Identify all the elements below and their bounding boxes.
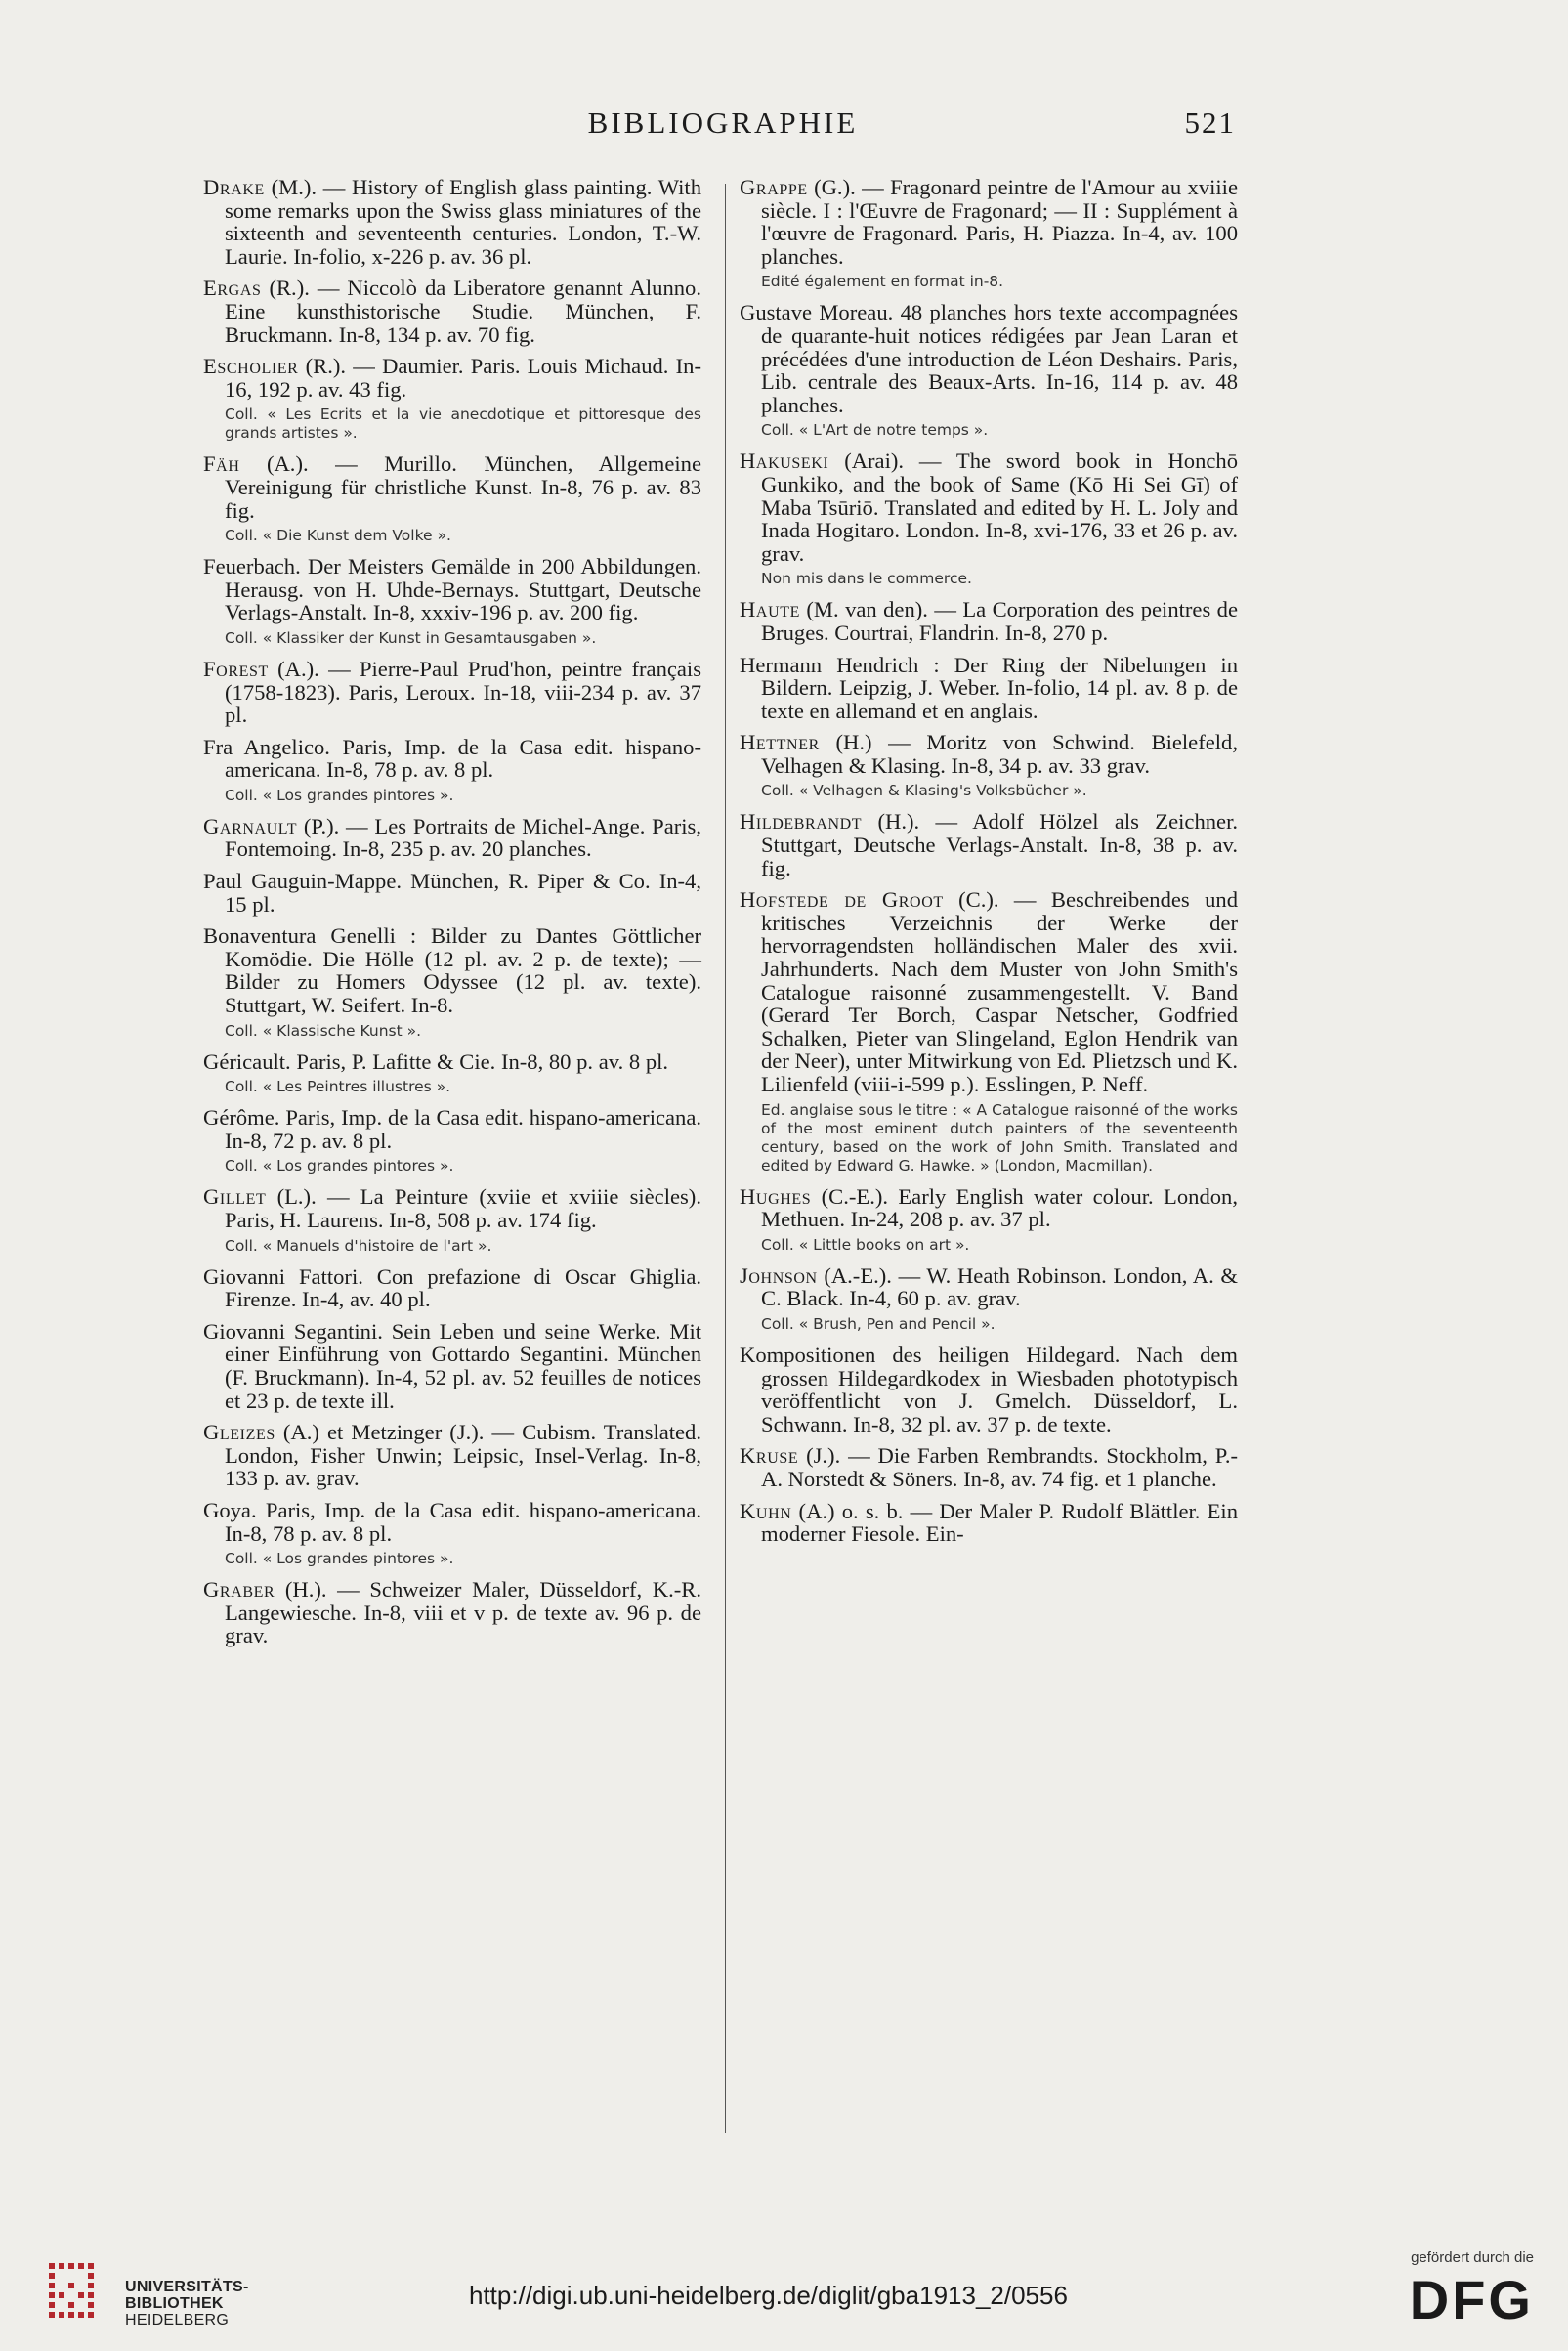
page-title: BIBLIOGRAPHIE xyxy=(587,106,859,140)
entry-note: Edité également en format in-8. xyxy=(761,273,1004,291)
institution-line-3: HEIDELBERG xyxy=(125,2312,230,2329)
bibliography-entry xyxy=(203,815,701,861)
bibliography-entry xyxy=(740,449,1238,565)
entry-note: Coll. « Little books on art ». xyxy=(761,1235,970,1254)
right-column xyxy=(740,176,1238,1555)
entry-author: Drake xyxy=(203,175,265,199)
entry-author: Kuhn xyxy=(740,1498,792,1523)
bibliography-entry xyxy=(203,176,701,268)
bibliography-entry xyxy=(740,1264,1238,1310)
university-library-logo xyxy=(39,2257,249,2335)
entry-author: Grappe xyxy=(740,175,808,199)
entry-note: Coll. « Die Kunst dem Volke ». xyxy=(225,527,451,545)
entry-text: Kompositionen des heiligen Hildegard. Nach dem grossen Hildegardkodex in Wiesbaden phototypisch veröffentlicht von J. Gmelch. Düsseldorf, L. Schwann. In-8, 32 pl. av. 37 p. de texte. xyxy=(740,1342,1238,1436)
digital-copy-link[interactable]: http://digi.ub.uni-heidelberg.de/diglit/gba1913_2/0556 xyxy=(469,2281,1068,2310)
entry-text: (H.) — Moritz von Schwind. Bielefeld, Velhagen & Klasing. In-8, 34 p. av. 33 grav. xyxy=(761,730,1238,778)
entry-text: Fra Angelico. Paris, Imp. de la Casa edit. hispano-americana. In-8, 78 p. av. 8 pl. xyxy=(203,734,701,783)
entry-author: Escholier xyxy=(203,354,299,379)
entry-text: (A.-E.). — W. Heath Robinson. London, A. & C. Black. In-4, 60 p. av. grav. xyxy=(761,1262,1238,1311)
institution-line-2: BIBLIOTHEK xyxy=(125,2295,224,2312)
bibliography-entry xyxy=(203,1578,701,1647)
bibliography-entry xyxy=(203,1265,701,1311)
bibliography-entry xyxy=(203,277,701,346)
entry-text: (A.) et Metzinger (J.). — Cubism. Translated. London, Fisher Unwin; Leipsic, Insel-Verlag. In-8, 133 p. av. grav. xyxy=(225,1420,701,1491)
entry-text: Paul Gauguin-Mappe. München, R. Piper & Co. In-4, 15 pl. xyxy=(203,869,701,917)
bibliography-entry xyxy=(740,176,1238,268)
left-column xyxy=(203,176,701,1656)
bibliography-entry xyxy=(203,1106,701,1152)
bibliography-entry xyxy=(740,731,1238,777)
entry-note: Coll. « Los grandes pintores ». xyxy=(225,786,454,804)
bibliography-entry xyxy=(740,654,1238,723)
bibliography-entry xyxy=(203,1499,701,1545)
bibliography-entry xyxy=(203,658,701,727)
entry-author: Hettner xyxy=(740,730,820,755)
entry-text: Géricault. Paris, P. Lafitte & Cie. In-8, 80 p. av. 8 pl. xyxy=(203,1048,669,1074)
institution-line-1: UNIVERSITÄTS- xyxy=(125,2279,249,2295)
page-number: 521 xyxy=(1184,106,1236,140)
bibliography-entry xyxy=(740,1344,1238,1435)
entry-author: Hofstede de Groot xyxy=(740,887,944,913)
bibliography-entry xyxy=(203,1421,701,1490)
entry-author: Ergas xyxy=(203,276,262,301)
library-emblem-icon xyxy=(39,2257,117,2335)
entry-author: Hakuseki xyxy=(740,449,829,474)
entry-author: Hughes xyxy=(740,1183,812,1209)
entry-author: Garnault xyxy=(203,813,298,838)
entry-text: (M. van den). — La Corporation des peintres de Bruges. Courtrai, Flandrin. In-8, 270 p. xyxy=(761,597,1238,645)
entry-author: Gillet xyxy=(203,1184,267,1210)
entry-text: (R.). — Niccolò da Liberatore genannt Alunno. Eine kunsthistorische Studie. München, F. Bruckmann. In-8, 134 p. av. 70 fig. xyxy=(225,276,701,347)
entry-note: Coll. « Klassiker der Kunst in Gesamtausgaben ». xyxy=(225,628,597,647)
entry-text: (M.). — History of English glass painting. With some remarks upon the Swiss glass miniatures of the sixteenth and seventeenth centuries. London, T.-W. Laurie. In-folio, x-226 p. av. 36 pl. xyxy=(225,175,701,269)
bibliography-entry xyxy=(203,736,701,782)
entry-text: (L.). — La Peinture (xviie et xviiie siècles). Paris, H. Laurens. In-8, 508 p. av. 174 fig. xyxy=(225,1184,701,1232)
entry-author: Forest xyxy=(203,656,269,681)
entry-note: Coll. « Klassische Kunst ». xyxy=(225,1021,422,1040)
entry-text: (C.-E.). Early English water colour. London, Methuen. In-24, 208 p. av. 37 pl. xyxy=(761,1183,1238,1232)
bibliography-entry xyxy=(203,1320,701,1412)
entry-text: (A.). — Murillo. München, Allgemeine Vereinigung für christliche Kunst. In-8, 76 p. av. 83 fig. xyxy=(225,451,701,523)
entry-author: Johnson xyxy=(740,1262,818,1288)
entry-text: (H.). — Adolf Hölzel als Zeichner. Stuttgart, Deutsche Verlags-Anstalt. In-8, 38 p. av. fig. xyxy=(761,809,1238,880)
entry-text: Feuerbach. Der Meisters Gemälde in 200 Abbildungen. Herausg. von H. Uhde-Bernays. Stuttgart, Deutsche Verlags-Anstalt. In-8, xxxiv-196 p. av. 200 fig. xyxy=(203,554,701,625)
entry-note: Ed. anglaise sous le titre : « A Catalogue raisonné of the works of the most eminent dutch painters of the seventeenth century, based on the work of John Smith. Translated and edited by Edward G. Hawke. » (London, Macmillan). xyxy=(761,1100,1238,1175)
bibliography-entry xyxy=(740,1444,1238,1490)
entry-text: Gérôme. Paris, Imp. de la Casa edit. hispano-americana. In-8, 72 p. av. 8 pl. xyxy=(203,1105,701,1153)
page-footer xyxy=(0,2238,1568,2351)
page-header xyxy=(210,106,1236,145)
entry-note: Coll. « Les Peintres illustres ». xyxy=(225,1078,451,1096)
institution-name xyxy=(125,2279,249,2329)
entry-note: Coll. « L'Art de notre temps ». xyxy=(761,421,989,440)
dfg-logo: DFG xyxy=(1409,2269,1534,2330)
entry-author: Hildebrandt xyxy=(740,809,863,834)
column-divider xyxy=(725,184,726,2133)
entry-text: (A.) o. s. b. — Der Maler P. Rudolf Blättler. Ein moderner Fiesole. Ein- xyxy=(761,1498,1238,1547)
entry-text: Bonaventura Genelli : Bilder zu Dantes Göttlicher Komödie. Die Hölle (12 pl. av. 2 p. de texte); — Bilder zu Homers Odyssee (12 pl. av. texte). Stuttgart, W. Seifert. In-8. xyxy=(203,923,701,1018)
bibliography-entry xyxy=(203,555,701,624)
bibliography-entry xyxy=(740,598,1238,644)
entry-text: Goya. Paris, Imp. de la Casa edit. hispano-americana. In-8, 78 p. av. 8 pl. xyxy=(203,1497,701,1546)
entry-author: Kruse xyxy=(740,1443,799,1469)
bibliography-entry xyxy=(203,924,701,1016)
entry-text: Giovanni Fattori. Con prefazione di Oscar Ghiglia. Firenze. In-4, av. 40 pl. xyxy=(203,1263,701,1312)
entry-note: Coll. « Los grandes pintores ». xyxy=(225,1550,454,1568)
entry-text: (A.). — Pierre-Paul Prud'hon, peintre français (1758-1823). Paris, Leroux. In-18, viii-234 p. av. 37 pl. xyxy=(225,656,701,728)
entry-note: Non mis dans le commerce. xyxy=(761,570,972,588)
funder-label: gefördert durch die xyxy=(1411,2249,1534,2266)
entry-text: Hermann Hendrich : Der Ring der Nibelungen in Bildern. Leipzig, J. Weber. In-folio, 14 pl. av. 8 p. de texte en allemand et en anglais. xyxy=(740,652,1238,723)
bibliography-entry xyxy=(203,870,701,916)
entry-text: (C.). — Beschreibendes und kritisches Verzeichnis der Werke der hervorragendsten holländischen Maler des xvii. Jahrhunderts. Nach dem Muster von John Smith's Catalogue raisonné zusammengestellt. V. Band (Gerard Ter Borch, Caspar Netscher, Godfried Schalken, Pieter van Slingeland, Eglon Hendrik van der Neer), unter Mitwirkung von Ed. Plietzsch und K. Lilienfeld (viii-i-599 p.). Esslingen, P. Neff. xyxy=(761,887,1238,1096)
bibliography-entry xyxy=(203,1185,701,1231)
entry-text: (J.). — Die Farben Rembrandts. Stockholm, P.-A. Norstedt & Söners. In-8, av. 74 fig. et 1 planche. xyxy=(761,1443,1238,1491)
bibliography-entry xyxy=(740,1500,1238,1546)
bibliography-entry xyxy=(740,301,1238,416)
entry-text: (P.). — Les Portraits de Michel-Ange. Paris, Fontemoing. In-8, 235 p. av. 20 planches. xyxy=(225,813,701,862)
entry-author: Fäh xyxy=(203,451,240,477)
entry-text: (G.). — Fragonard peintre de l'Amour au xviiie siècle. I : l'Œuvre de Fragonard; — II : Supplément à l'œuvre de Fragonard. Paris, H. Piazza. In-4, av. 100 planches. xyxy=(761,175,1238,269)
bibliography-entry xyxy=(203,1050,701,1074)
entry-text: (H.). — Schweizer Maler, Düsseldorf, K.-R. Langewiesche. In-8, viii et v p. de texte av. 96 p. de grav. xyxy=(225,1577,701,1648)
funder-block xyxy=(1368,2249,1534,2347)
bibliography-entry xyxy=(203,355,701,401)
entry-note: Coll. « Les Ecrits et la vie anecdotique et pittoresque des grands artistes ». xyxy=(225,406,701,443)
bibliography-entry xyxy=(740,810,1238,879)
entry-note: Coll. « Brush, Pen and Pencil ». xyxy=(761,1314,996,1333)
entry-author: Gleizes xyxy=(203,1420,275,1445)
entry-author: Graber xyxy=(203,1577,275,1603)
entry-text: Giovanni Segantini. Sein Leben und seine Werke. Mit einer Einführung von Gottardo Segantini. München (F. Bruckmann). In-4, 52 pl. av. 52 feuilles de notices et 23 p. de texte ill. xyxy=(203,1318,701,1413)
entry-text: (R.). — Daumier. Paris. Louis Michaud. In-16, 192 p. av. 43 fig. xyxy=(225,354,701,402)
bibliography-entry xyxy=(740,1185,1238,1231)
entry-note: Coll. « Velhagen & Klasing's Volksbücher ». xyxy=(761,782,1087,800)
entry-text: Gustave Moreau. 48 planches hors texte accompagnées de quarante-huit notices rédigées par Jean Laran et précédées d'une introduction de Léon Deshairs. Paris, Lib. centrale des Beaux-Arts. In-16, 114 p. av. 48 planches. xyxy=(740,300,1238,417)
bibliography-entry xyxy=(203,452,701,522)
entry-text: (Arai). — The sword book in Honchō Gunkiko, and the book of Same (Kō Hi Sei Gī) of Maba Tsūriō. Translated and edited by H. L. Joly and Inada Hogitaro. London. In-8, xvi-176, 33 et 26 p. av. grav. xyxy=(761,449,1238,566)
entry-note: Coll. « Los grandes pintores ». xyxy=(225,1157,454,1176)
entry-note: Coll. « Manuels d'histoire de l'art ». xyxy=(225,1236,492,1255)
entry-author: Haute xyxy=(740,597,800,622)
bibliography-entry xyxy=(740,888,1238,1095)
